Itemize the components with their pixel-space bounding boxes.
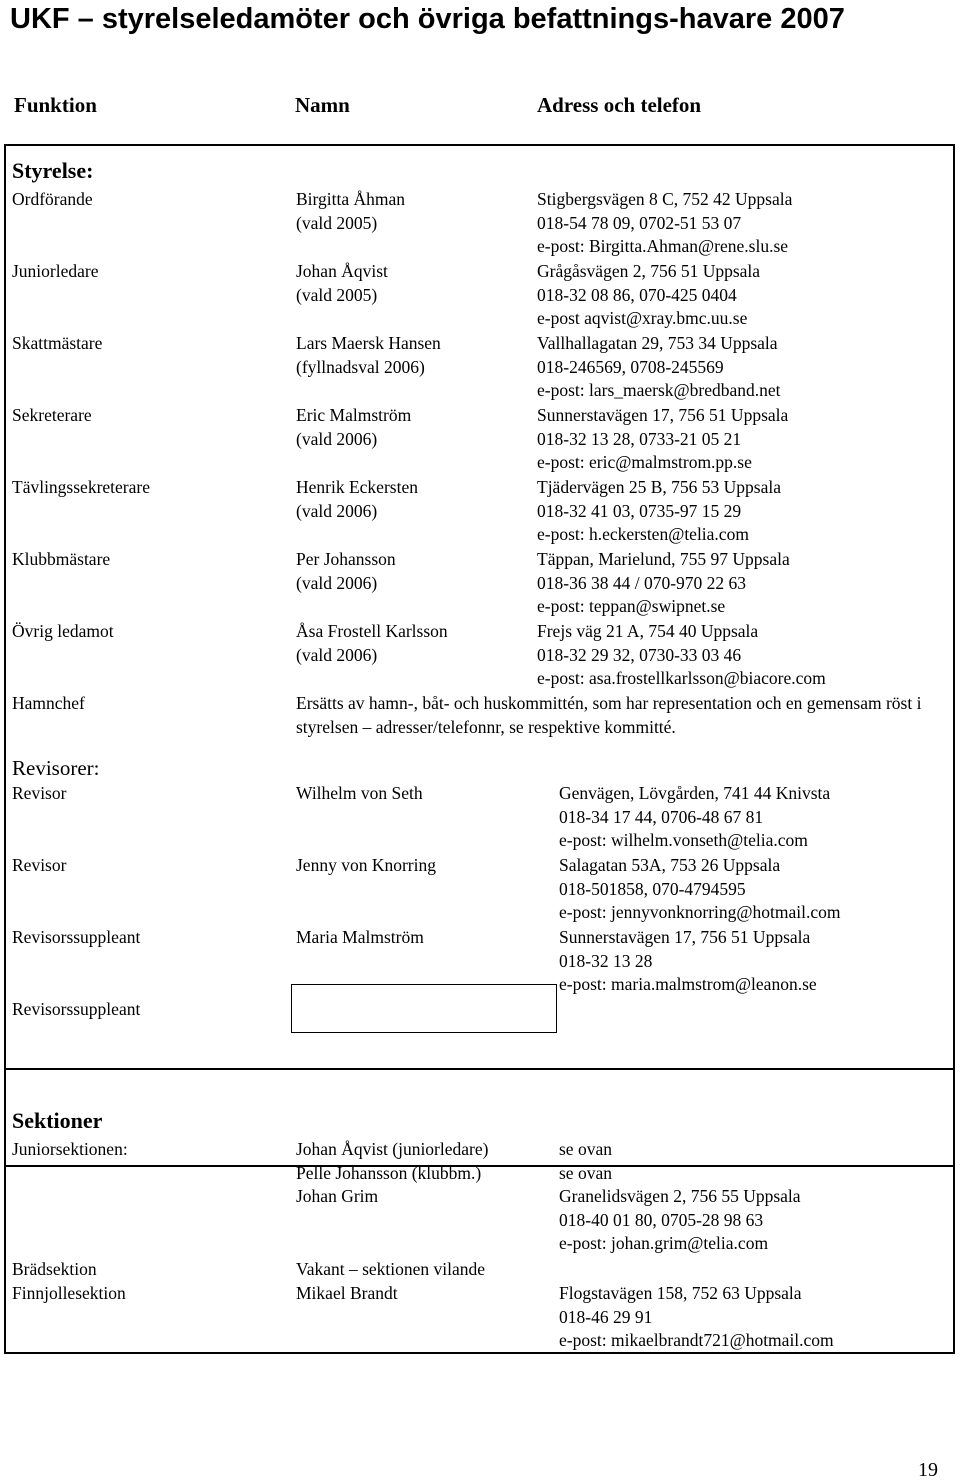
person-note: (vald 2006) (296, 572, 378, 593)
email-line: e-post aqvist@xray.bmc.uu.se (537, 308, 748, 328)
email-line: e-post: jennyvonknorring@hotmail.com (559, 902, 841, 922)
address-line: Vallhallagatan 29, 753 34 Uppsala (537, 333, 778, 353)
person-name: Pelle Johansson (klubbm.) (296, 1162, 482, 1183)
role: Ordförande (12, 189, 93, 209)
address (537, 548, 790, 619)
section-heading-revisorer: Revisorer: (12, 756, 100, 780)
role: Skattmästare (12, 333, 103, 353)
role: Juniorsektionen: (12, 1139, 128, 1159)
person (296, 548, 396, 595)
role: Övrig ledamot (12, 621, 114, 641)
sektioner-box (4, 1068, 955, 1354)
email-line: e-post: Birgitta.Ahman@rene.slu.se (537, 236, 789, 256)
person-name: Birgitta Åhman (296, 189, 406, 209)
address-line: Flogstavägen 158, 752 63 Uppsala (559, 1283, 802, 1303)
person-note: (fyllnadsval 2006) (296, 356, 425, 377)
address-line: Täppan, Marielund, 755 97 Uppsala (537, 549, 790, 569)
address-line: 018-32 41 03, 0735-97 15 29 (537, 500, 742, 521)
address-line: 018-501858, 070-4794595 (559, 878, 746, 899)
address-line: Sunnerstavägen 17, 756 51 Uppsala (559, 927, 811, 947)
person-name: Mikael Brandt (296, 1283, 398, 1303)
address-line: Frejs väg 21 A, 754 40 Uppsala (537, 621, 759, 641)
person-note: (vald 2006) (296, 644, 378, 665)
person-name: Lars Maersk Hansen (296, 333, 441, 353)
address-line: 018-32 29 32, 0730-33 03 46 (537, 644, 742, 665)
address-line: 018-46 29 91 (559, 1306, 653, 1327)
address (559, 782, 830, 853)
address-line: 018-32 13 28, 0733-21 05 21 (537, 428, 742, 449)
person-note: (vald 2006) (296, 500, 378, 521)
section-heading-styrelse: Styrelse: (12, 158, 94, 183)
email-line: e-post: asa.frostellkarlsson@biacore.com (537, 668, 826, 688)
address-line: Tjädervägen 25 B, 756 53 Uppsala (537, 477, 781, 497)
address-line: 018-32 08 86, 070-425 0404 (537, 284, 737, 305)
person-name: Jenny von Knorring (296, 855, 436, 875)
person-name: Johan Åqvist (juniorledare) (296, 1139, 489, 1159)
column-header-namn: Namn (295, 93, 350, 117)
person-name: Johan Åqvist (296, 261, 388, 281)
email-line: e-post: h.eckersten@telia.com (537, 524, 749, 544)
address-line: 018-54 78 09, 0702-51 53 07 (537, 212, 742, 233)
role: Sekreterare (12, 405, 92, 425)
person (296, 332, 441, 379)
address-line: Genvägen, Lövgården, 741 44 Knivsta (559, 783, 831, 803)
address (537, 332, 781, 403)
address (537, 476, 781, 547)
email-line: e-post: johan.grim@telia.com (559, 1233, 769, 1253)
person (296, 260, 388, 307)
hamnchef-note: Ersätts av hamn-, båt- och huskommittén, som har representation och en gemensam röst i styrelsen – adresser/telefonnr, se respektive kommitté. (296, 693, 922, 737)
role: Brädsektion (12, 1259, 97, 1279)
section-heading-sektioner: Sektioner (12, 1108, 103, 1133)
address (537, 188, 792, 259)
address (559, 1282, 834, 1353)
address-line: 018-40 01 80, 0705-28 98 63 (559, 1209, 764, 1230)
person-name: Maria Malmström (296, 927, 424, 947)
role: Finnjollesektion (12, 1283, 126, 1303)
email-line: e-post: teppan@swipnet.se (537, 596, 726, 616)
address-line: se ovan (559, 1162, 612, 1183)
address (537, 404, 788, 475)
empty-name-cell (291, 984, 557, 1033)
person-note: (vald 2006) (296, 428, 378, 449)
person-note: (vald 2005) (296, 212, 378, 233)
address-line: se ovan (559, 1139, 612, 1159)
column-header-funktion: Funktion (14, 93, 97, 117)
address (537, 260, 760, 331)
role: Hamnchef (12, 693, 85, 713)
column-header-adress: Adress och telefon (537, 93, 702, 117)
role: Revisor (12, 783, 67, 803)
role: Tävlingssekreterare (12, 477, 150, 497)
person-name: Per Johansson (296, 549, 396, 569)
email-line: e-post: lars_maersk@bredband.net (537, 380, 781, 400)
email-line: e-post: maria.malmstrom@leanon.se (559, 974, 817, 994)
address-line: 018-36 38 44 / 070-970 22 63 (537, 572, 747, 593)
role: Juniorledare (12, 261, 99, 281)
address-line: Sunnerstavägen 17, 756 51 Uppsala (537, 405, 789, 425)
role: Revisor (12, 855, 67, 875)
address-line: 018-32 13 28 (559, 950, 653, 971)
email-line: e-post: mikaelbrandt721@hotmail.com (559, 1330, 834, 1350)
address (559, 854, 841, 925)
person (296, 188, 405, 235)
person-name: Åsa Frostell Karlsson (296, 621, 448, 641)
person-name: Vakant – sektionen vilande (296, 1259, 486, 1279)
person (296, 404, 411, 451)
person-list (296, 1138, 488, 1209)
address-line: Salagatan 53A, 753 26 Uppsala (559, 855, 781, 875)
address-line: Stigbergsvägen 8 C, 752 42 Uppsala (537, 189, 793, 209)
role: Klubbmästare (12, 549, 111, 569)
address (537, 620, 826, 691)
styrelse-revisorer-box (4, 144, 955, 1167)
person-note: (vald 2005) (296, 284, 378, 305)
person-name: Wilhelm von Seth (296, 783, 423, 803)
role: Revisorssuppleant (12, 999, 141, 1019)
person-name: Eric Malmström (296, 405, 412, 425)
email-line: e-post: wilhelm.vonseth@telia.com (559, 830, 808, 850)
address-line: 018-34 17 44, 0706-48 67 81 (559, 806, 764, 827)
document-title: UKF – styrelseledamöter och övriga befattnings-havare 2007 (10, 3, 845, 35)
role: Revisorssuppleant (12, 927, 141, 947)
person (296, 476, 418, 523)
person-name: Henrik Eckersten (296, 477, 418, 497)
address-line: Grågåsvägen 2, 756 51 Uppsala (537, 261, 761, 281)
address (559, 926, 817, 997)
address (559, 1138, 801, 1256)
page-number: 19 (918, 1459, 938, 1481)
email-line: e-post: eric@malmstrom.pp.se (537, 452, 752, 472)
person-name: Johan Grim (296, 1186, 379, 1206)
address-line: 018-246569, 0708-245569 (537, 356, 724, 377)
person (296, 620, 448, 667)
address-line: Granelidsvägen 2, 756 55 Uppsala (559, 1186, 801, 1206)
